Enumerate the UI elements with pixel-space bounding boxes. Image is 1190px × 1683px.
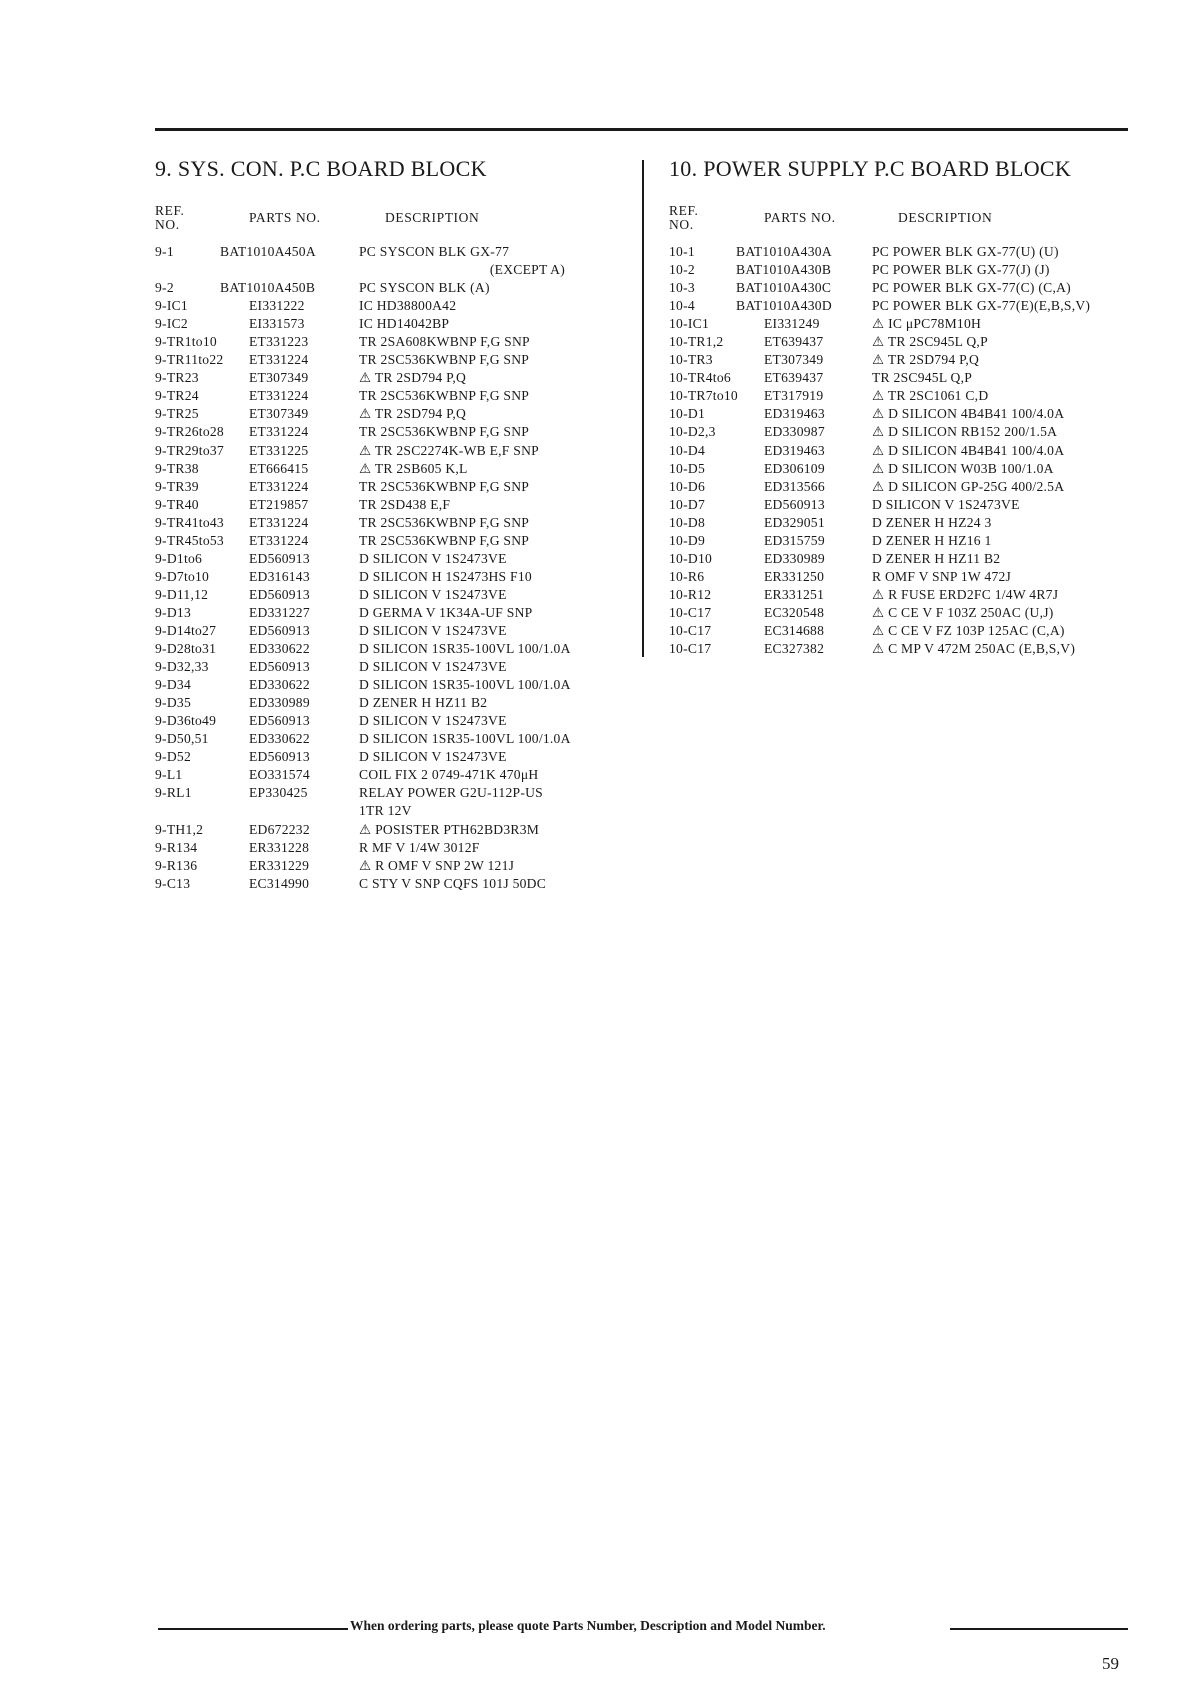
ref-no: 10-R12 (669, 586, 712, 602)
description: ⚠ TR 2SD794 P,Q (359, 370, 467, 386)
table-row (669, 351, 1139, 369)
description: TR 2SC536KWBNP F,G SNP (359, 532, 530, 548)
description: ⚠ D SILICON GP-25G 400/2.5A (872, 478, 1065, 494)
ref-no: 9-TR24 (155, 388, 199, 404)
header-description: DESCRIPTION (385, 210, 480, 225)
table-row (155, 351, 625, 369)
header-parts-no: PARTS NO. (764, 210, 836, 225)
table-row (155, 839, 625, 857)
ref-no: 10-1 (669, 244, 695, 259)
top-rule (155, 128, 1128, 131)
description: TR 2SC536KWBNP F,G SNP (359, 514, 530, 530)
parts-no: ED330989 (764, 550, 825, 566)
header-ref (669, 204, 698, 232)
parts-no: ED560913 (249, 586, 310, 602)
section-title: 9. SYS. CON. P.C BOARD BLOCK (155, 156, 487, 181)
ref-no: 9-IC1 (155, 298, 188, 314)
table-row (669, 442, 1139, 460)
table-row (155, 730, 625, 748)
parts-no: ED560913 (249, 659, 310, 675)
ref-no: 10-2 (669, 262, 695, 278)
parts-no: EC327382 (764, 641, 825, 657)
parts-no: BAT1010A450A (220, 244, 316, 259)
table-row (669, 387, 1139, 405)
parts-no: ED560913 (249, 550, 310, 566)
parts-no: ED330987 (764, 424, 825, 440)
header-ref-line2: NO. (669, 217, 694, 232)
ref-no: 10-D7 (669, 496, 705, 512)
table-row (155, 712, 625, 730)
ref-no: 10-IC1 (669, 316, 710, 332)
parts-no: ET331224 (249, 388, 309, 404)
parts-no: ET639437 (764, 370, 824, 386)
table-row (669, 279, 1139, 297)
description: TR 2SC536KWBNP F,G SNP (359, 478, 530, 494)
ref-no: 9-TH1,2 (155, 821, 204, 837)
parts-no: EC314688 (764, 622, 825, 638)
parts-no: ER331229 (249, 857, 310, 873)
description: C STY V SNP CQFS 101J 50DC (359, 875, 547, 891)
description: RELAY POWER G2U-112P-US (359, 785, 543, 801)
ref-no: 9-TR41to43 (155, 514, 224, 530)
table-row (155, 387, 625, 405)
description: COIL FIX 2 0749-471K 470μH (359, 767, 539, 783)
table-row (155, 658, 625, 676)
table-row (669, 460, 1139, 478)
description: PC POWER BLK GX-77(J) (J) (872, 262, 1050, 278)
parts-no: ED306109 (764, 460, 825, 476)
description: TR 2SC536KWBNP F,G SNP (359, 388, 530, 404)
parts-no: EI331222 (249, 298, 305, 314)
description: PC POWER BLK GX-77(U) (U) (872, 244, 1059, 259)
parts-no: BAT1010A430C (736, 280, 832, 296)
description: D GERMA V 1K34A-UF SNP (359, 604, 533, 620)
header-ref-line1: REF. (155, 203, 185, 218)
header-ref-line2: NO. (155, 217, 180, 232)
table-row (669, 315, 1139, 333)
ref-no: 10-D9 (669, 532, 705, 548)
table-row (669, 568, 1139, 586)
parts-no: EI331573 (249, 316, 305, 332)
description: ⚠ TR 2SD794 P,Q (359, 406, 467, 422)
ref-no: 9-TR1to10 (155, 334, 217, 350)
ref-no: 9-D32,33 (155, 659, 209, 675)
description: IC HD14042BP (359, 316, 450, 332)
parts-no: ED319463 (764, 442, 825, 458)
table-row (155, 875, 625, 893)
description: R OMF V SNP 1W 472J (872, 568, 1012, 584)
ref-no: 9-D52 (155, 749, 191, 765)
table-row (669, 532, 1139, 550)
description: D ZENER H HZ24 3 (872, 514, 992, 530)
parts-no: EP330425 (249, 785, 308, 801)
description: ⚠ C CE V FZ 103P 125AC (C,A) (872, 622, 1065, 638)
description: TR 2SC536KWBNP F,G SNP (359, 352, 530, 368)
description: D ZENER H HZ11 B2 (359, 695, 488, 711)
description: PC POWER BLK GX-77(E)(E,B,S,V) (872, 298, 1091, 314)
table-row (155, 857, 625, 875)
parts-no: ER331250 (764, 568, 825, 584)
ref-no: 10-D2,3 (669, 424, 716, 440)
ref-no: 9-RL1 (155, 785, 192, 801)
table-row (155, 315, 625, 333)
ref-no: 9-TR26to28 (155, 424, 224, 440)
ref-no: 10-3 (669, 280, 695, 296)
footer-rule-right (950, 1628, 1128, 1630)
ref-no: 10-D10 (669, 550, 713, 566)
ref-no: 9-R134 (155, 839, 198, 855)
parts-no: ET331224 (249, 352, 309, 368)
ref-no: 10-D6 (669, 478, 705, 494)
description: ⚠ R FUSE ERD2FC 1/4W 4R7J (872, 586, 1059, 602)
section-sys-con-block (155, 156, 625, 893)
parts-no: ED329051 (764, 514, 825, 530)
description: ⚠ TR 2SC2274K-WB E,F SNP (359, 442, 539, 458)
table-row (155, 694, 625, 712)
parts-table (155, 243, 625, 893)
parts-no: BAT1010A450B (220, 280, 316, 296)
ref-no: 9-D1to6 (155, 550, 203, 566)
description: D SILICON V 1S2473VE (872, 496, 1020, 512)
header-ref (155, 204, 184, 232)
description: ⚠ TR 2SC1061 C,D (872, 388, 989, 404)
ref-no: 9-TR39 (155, 478, 199, 494)
table-row (669, 550, 1139, 568)
parts-no: ED560913 (249, 622, 310, 638)
description: ⚠ D SILICON W03B 100/1.0A (872, 460, 1054, 476)
parts-no: ET639437 (764, 334, 824, 350)
parts-no: ED316143 (249, 568, 310, 584)
description: D SILICON V 1S2473VE (359, 713, 507, 729)
ref-no: 9-L1 (155, 767, 183, 783)
description: TR 2SD438 E,F (359, 496, 451, 512)
ref-no: 9-TR11to22 (155, 352, 224, 368)
table-row (155, 748, 625, 766)
table-row (669, 496, 1139, 514)
table-row (155, 460, 625, 478)
ref-no: 10-4 (669, 298, 695, 314)
ref-no: 9-D28to31 (155, 641, 217, 657)
footer-rule-left (158, 1628, 348, 1630)
table-row (155, 784, 625, 802)
parts-table (669, 243, 1139, 658)
table-row (669, 514, 1139, 532)
table-row (669, 586, 1139, 604)
table-row (155, 333, 625, 351)
description: D SILICON V 1S2473VE (359, 749, 507, 765)
section-power-supply-block (669, 156, 1139, 658)
table-row (669, 405, 1139, 423)
table-row (155, 261, 625, 279)
table-row (155, 821, 625, 839)
parts-no: ED315759 (764, 532, 825, 548)
description: D SILICON 1SR35-100VL 100/1.0A (359, 731, 571, 747)
description: 1TR 12V (359, 803, 412, 819)
ref-no: 9-TR29to37 (155, 442, 224, 458)
table-row (155, 405, 625, 423)
ref-no: 9-D50,51 (155, 731, 209, 747)
description: ⚠ POSISTER PTH62BD3R3M (359, 821, 540, 837)
parts-no: ED330622 (249, 677, 310, 693)
ref-no: 10-C17 (669, 641, 712, 657)
ref-no: 9-D14to27 (155, 622, 217, 638)
table-row (155, 586, 625, 604)
ref-no: 9-TR23 (155, 370, 199, 386)
parts-no: ED331227 (249, 604, 310, 620)
table-header (669, 204, 1139, 238)
parts-no: ET331224 (249, 514, 309, 530)
ref-no: 9-D36to49 (155, 713, 217, 729)
description: D SILICON 1SR35-100VL 100/1.0A (359, 677, 571, 693)
ref-no: 10-TR4to6 (669, 370, 731, 386)
description: D SILICON V 1S2473VE (359, 622, 507, 638)
ref-no: 10-TR3 (669, 352, 713, 368)
parts-no: ET331223 (249, 334, 309, 350)
page-number: 59 (1102, 1654, 1119, 1673)
ref-no: 9-D34 (155, 677, 191, 693)
table-row (669, 622, 1139, 640)
table-row (669, 604, 1139, 622)
ref-no: 10-TR7to10 (669, 388, 738, 404)
table-row (155, 568, 625, 586)
description: PC SYSCON BLK GX-77 (359, 244, 510, 259)
ref-no: 9-2 (155, 280, 174, 296)
description: R MF V 1/4W 3012F (359, 839, 480, 855)
parts-no: BAT1010A430B (736, 262, 832, 278)
description: D SILICON V 1S2473VE (359, 586, 507, 602)
parts-no: EI331249 (764, 316, 820, 332)
ref-no: 9-TR25 (155, 406, 199, 422)
ref-no: 10-D1 (669, 406, 705, 422)
description: PC SYSCON BLK (A) (359, 280, 490, 296)
description: ⚠ C CE V F 103Z 250AC (U,J) (872, 604, 1054, 620)
parts-no: ET307349 (249, 370, 309, 386)
description: D SILICON V 1S2473VE (359, 659, 507, 675)
ref-no: 9-1 (155, 244, 174, 259)
description: ⚠ TR 2SB605 K,L (359, 460, 468, 476)
description: ⚠ D SILICON 4B4B41 100/4.0A (872, 406, 1065, 422)
parts-no: ED560913 (249, 749, 310, 765)
table-row (155, 550, 625, 568)
table-row (669, 640, 1139, 658)
table-row (155, 496, 625, 514)
parts-no: ET307349 (249, 406, 309, 422)
description: D ZENER H HZ16 1 (872, 532, 992, 548)
parts-no: ED560913 (764, 496, 825, 512)
parts-no: ED560913 (249, 713, 310, 729)
ref-no: 9-R136 (155, 857, 198, 873)
description: ⚠ IC μPC78M10H (872, 316, 982, 332)
ref-no: 9-IC2 (155, 316, 188, 332)
description: TR 2SC945L Q,P (872, 370, 973, 386)
ref-no: 10-D8 (669, 514, 705, 530)
table-row (155, 622, 625, 640)
parts-no: EC320548 (764, 604, 825, 620)
table-row (155, 676, 625, 694)
parts-no: BAT1010A430A (736, 244, 832, 259)
parts-no: ET307349 (764, 352, 824, 368)
table-row (155, 279, 625, 297)
parts-no: ED330622 (249, 641, 310, 657)
header-parts-no: PARTS NO. (249, 210, 321, 225)
ref-no: 10-TR1,2 (669, 334, 724, 350)
ref-no: 9-D13 (155, 604, 191, 620)
table-row (155, 532, 625, 550)
table-row (155, 423, 625, 441)
parts-no: ET317919 (764, 388, 824, 404)
parts-no: EO331574 (249, 767, 310, 783)
description: ⚠ C MP V 472M 250AC (E,B,S,V) (872, 641, 1076, 657)
table-header (155, 204, 625, 238)
description: ⚠ D SILICON RB152 200/1.5A (872, 424, 1058, 440)
ref-no: 9-D11,12 (155, 586, 209, 602)
ref-no: 10-C17 (669, 622, 712, 638)
parts-no: ED330622 (249, 731, 310, 747)
description: D ZENER H HZ11 B2 (872, 550, 1001, 566)
parts-no: ET331224 (249, 478, 309, 494)
description: ⚠ TR 2SD794 P,Q (872, 352, 980, 368)
parts-no: ED672232 (249, 821, 310, 837)
parts-no: ED330989 (249, 695, 310, 711)
parts-no: ED319463 (764, 406, 825, 422)
ref-no: 9-D7to10 (155, 568, 210, 584)
table-row (155, 640, 625, 658)
table-row (155, 369, 625, 387)
section-title: 10. POWER SUPPLY P.C BOARD BLOCK (669, 156, 1072, 181)
footer-text: When ordering parts, please quote Parts Number, Description and Model Number. (350, 1618, 826, 1633)
table-row (155, 802, 625, 820)
parts-no: ER331251 (764, 586, 825, 602)
description: TR 2SC536KWBNP F,G SNP (359, 424, 530, 440)
ref-no: 9-TR38 (155, 460, 199, 476)
ref-no: 9-TR45to53 (155, 532, 224, 548)
ref-no: 9-TR40 (155, 496, 199, 512)
table-row (155, 514, 625, 532)
header-description: DESCRIPTION (898, 210, 993, 225)
table-row (155, 766, 625, 784)
description: TR 2SA608KWBNP F,G SNP (359, 334, 530, 350)
table-row (155, 442, 625, 460)
parts-no: ET666415 (249, 460, 309, 476)
table-row (669, 333, 1139, 351)
description: PC POWER BLK GX-77(C) (C,A) (872, 280, 1071, 296)
description: ⚠ TR 2SC945L Q,P (872, 334, 988, 350)
description: (EXCEPT A) (489, 262, 565, 278)
description: ⚠ D SILICON 4B4B41 100/4.0A (872, 442, 1065, 458)
description: D SILICON V 1S2473VE (359, 550, 507, 566)
ref-no: 9-D35 (155, 695, 191, 711)
description: D SILICON 1SR35-100VL 100/1.0A (359, 641, 571, 657)
ref-no: 10-D4 (669, 442, 705, 458)
table-row (155, 297, 625, 315)
footer-note (158, 1618, 1128, 1638)
ref-no: 9-C13 (155, 875, 191, 891)
parts-no: ET331224 (249, 532, 309, 548)
ref-no: 10-R6 (669, 568, 705, 584)
table-row (155, 243, 625, 261)
column-divider (642, 160, 644, 657)
description: IC HD38800A42 (359, 298, 457, 314)
parts-no: ED313566 (764, 478, 825, 494)
description: D SILICON H 1S2473HS F10 (359, 568, 532, 584)
parts-no: EC314990 (249, 875, 310, 891)
parts-no: ET331224 (249, 424, 309, 440)
table-row (669, 297, 1139, 315)
table-row (155, 604, 625, 622)
parts-no: ET331225 (249, 442, 309, 458)
parts-no: ET219857 (249, 496, 309, 512)
ref-no: 10-C17 (669, 604, 712, 620)
table-row (669, 423, 1139, 441)
table-row (155, 478, 625, 496)
table-row (669, 369, 1139, 387)
table-row (669, 261, 1139, 279)
description: ⚠ R OMF V SNP 2W 121J (359, 857, 515, 873)
table-row (669, 478, 1139, 496)
ref-no: 10-D5 (669, 460, 705, 476)
parts-no: ER331228 (249, 839, 310, 855)
table-row (669, 243, 1139, 261)
parts-no: BAT1010A430D (736, 298, 832, 314)
header-ref-line1: REF. (669, 203, 699, 218)
